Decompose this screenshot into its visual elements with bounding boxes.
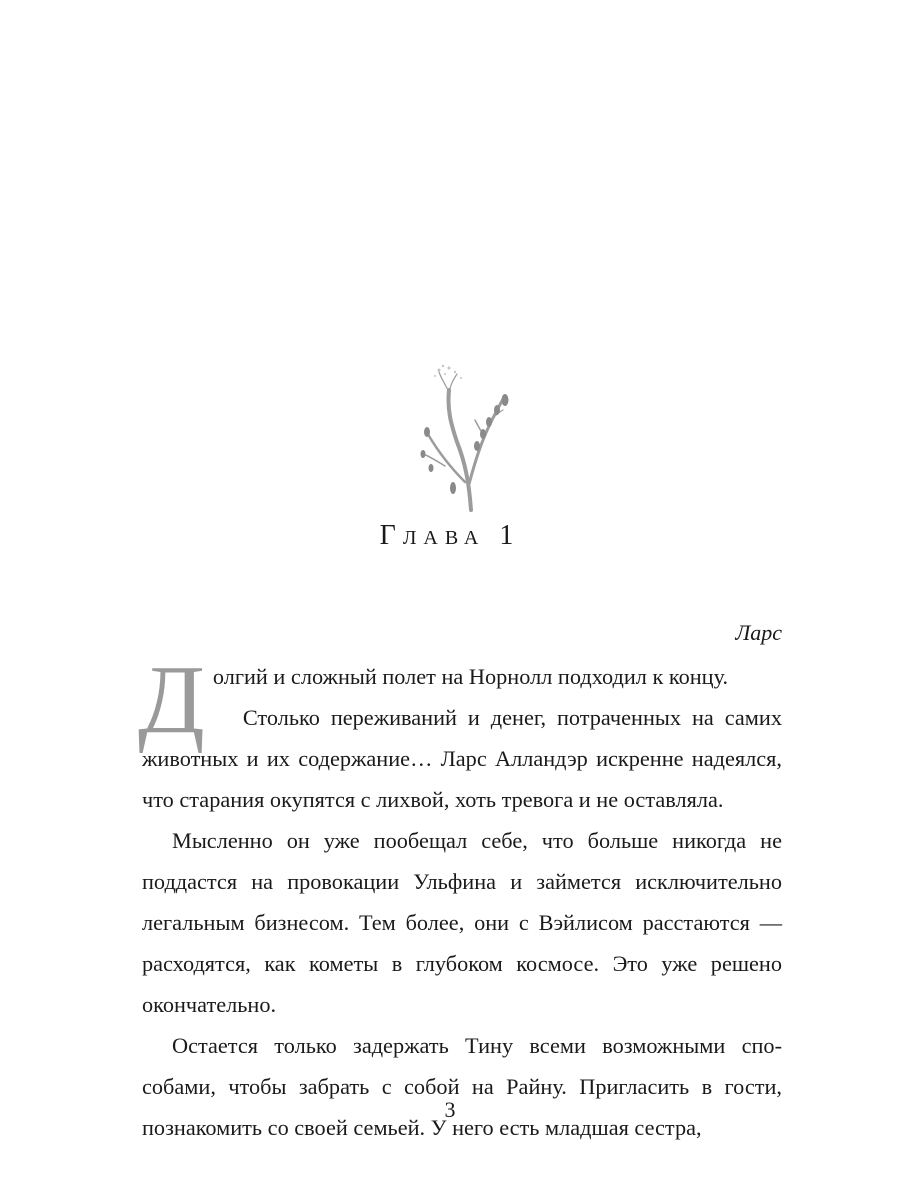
paragraph: Остается только задержать Тину всеми возможными способами, чтобы забрать с собой на Райну. Пригласить в гости, познакомить со своей семьей. У него есть младшая сестра, (142, 1033, 782, 1140)
botanical-sprig-icon (405, 362, 515, 512)
pov-character-name: Ларс (735, 620, 782, 645)
page-number: 3 (444, 1097, 456, 1122)
paragraph (138, 646, 782, 754)
paragraph: Мысленно он уже пообещал себе, что больше никогда не поддастся на провокации Ульфина и займется исключительно легальным бизнесом. Тем более, они с Вэйлисом расстаются — расходятся, как кометы в глубоком космосе. Это уже решено окончательно. (142, 828, 782, 1017)
paragraph: Столько переживаний и денег, потраченных на самих животных и их содержание… Ларс Алландэр искренне надеялся, что старания окупятся с лихвой, хоть тревога и не оставляла. (142, 705, 782, 812)
paragraph-text: олгий и сложный полет на Норнолл подходил к концу. (212, 664, 729, 689)
drop-cap: Д (138, 646, 205, 754)
chapter-body (138, 646, 782, 1148)
chapter-title: Глава 1 (379, 520, 521, 551)
